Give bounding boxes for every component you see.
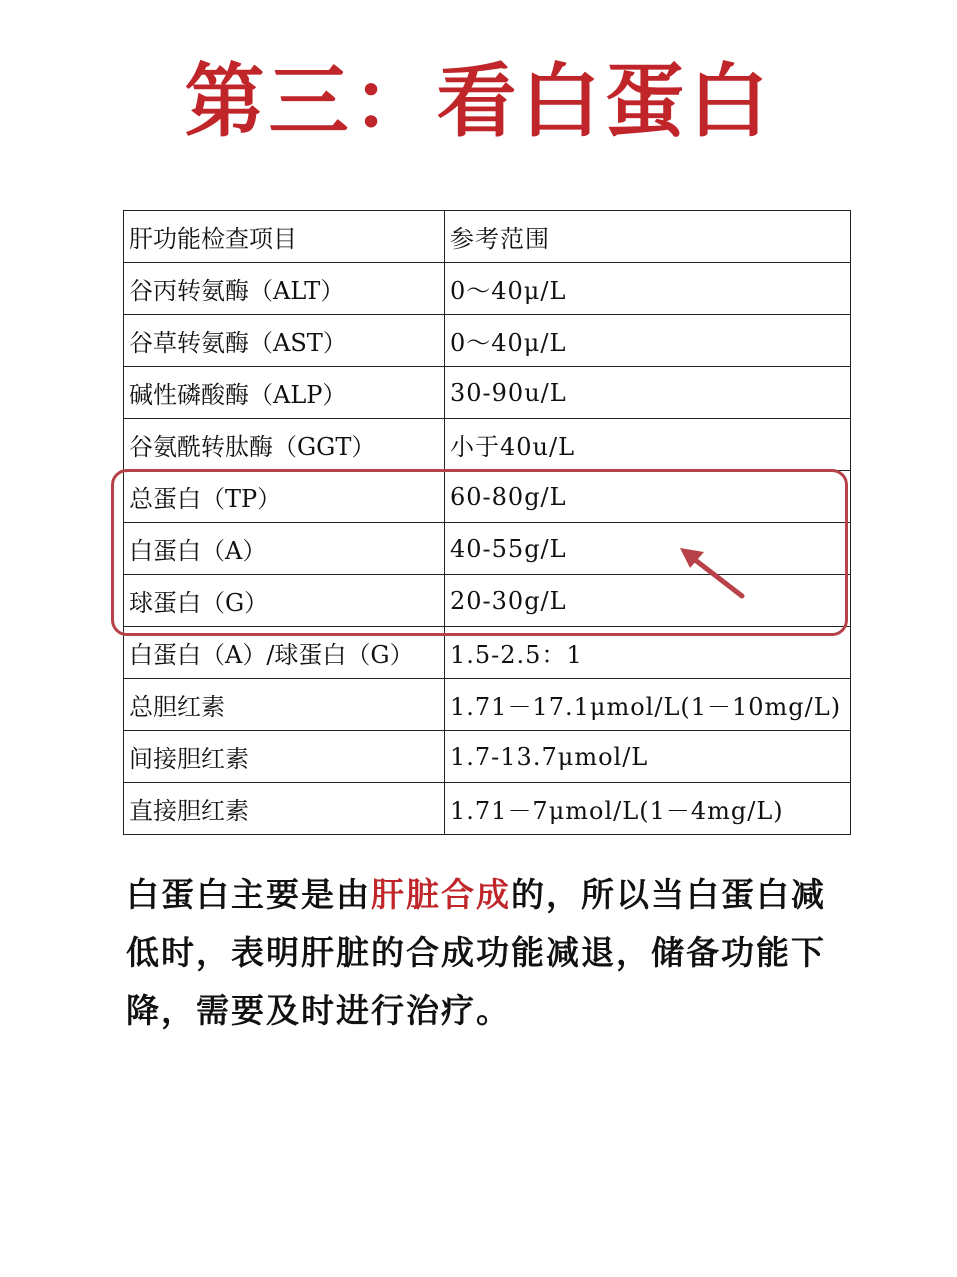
table-row xyxy=(124,731,851,783)
row-range: 0～40μ/L xyxy=(445,263,851,315)
row-range: 0～40μ/L xyxy=(445,315,851,367)
row-item: 总胆红素 xyxy=(124,679,445,731)
row-item: 谷丙转氨酶（ALT） xyxy=(124,263,445,315)
row-item: 间接胆红素 xyxy=(124,731,445,783)
table-row xyxy=(124,575,851,627)
table-row xyxy=(124,419,851,471)
table-row xyxy=(124,783,851,835)
row-item: 谷氨酰转肽酶（GGT） xyxy=(124,419,445,471)
row-item: 白蛋白（A） xyxy=(124,523,445,575)
page-title: 第三：看白蛋白 xyxy=(184,55,773,148)
row-range: 1.5-2.5：1 xyxy=(445,627,851,679)
row-item: 总蛋白（TP） xyxy=(124,471,445,523)
note-text-end: 的，所以当白蛋白减低时，表明肝脏的合成功能减退，储备功能下降，需要及时进行治疗。 xyxy=(126,875,826,1030)
row-range: 30-90u/L xyxy=(445,367,851,419)
row-item: 球蛋白（G） xyxy=(124,575,445,627)
row-item: 直接胆红素 xyxy=(124,783,445,835)
table-row xyxy=(124,315,851,367)
table-row xyxy=(124,627,851,679)
table-row xyxy=(124,679,851,731)
note-highlight-text: 肝脏合成 xyxy=(371,875,511,914)
row-range: 1.71－7μmol/L(1－4mg/L) xyxy=(445,783,851,835)
table-row xyxy=(124,471,851,523)
liver-function-table xyxy=(123,210,851,835)
table-header-item: 肝功能检查项目 xyxy=(124,211,445,263)
note-text-start: 白蛋白主要是由 xyxy=(126,875,371,914)
table-row xyxy=(124,367,851,419)
row-range: 1.71－17.1μmol/L(1－10mg/L) xyxy=(445,679,851,731)
row-range: 20-30g/L xyxy=(445,575,851,627)
row-range: 小于40u/L xyxy=(445,419,851,471)
row-item: 谷草转氨酶（AST） xyxy=(124,315,445,367)
table-header-row xyxy=(124,211,851,263)
table-header-range: 参考范围 xyxy=(445,211,851,263)
table-row xyxy=(124,523,851,575)
row-item: 碱性磷酸酶（ALP） xyxy=(124,367,445,419)
row-range: 40-55g/L xyxy=(445,523,851,575)
explanation-paragraph xyxy=(126,866,846,1040)
row-item: 白蛋白（A）/球蛋白（G） xyxy=(124,627,445,679)
table-row xyxy=(124,263,851,315)
row-range: 60-80g/L xyxy=(445,471,851,523)
row-range: 1.7-13.7μmol/L xyxy=(445,731,851,783)
